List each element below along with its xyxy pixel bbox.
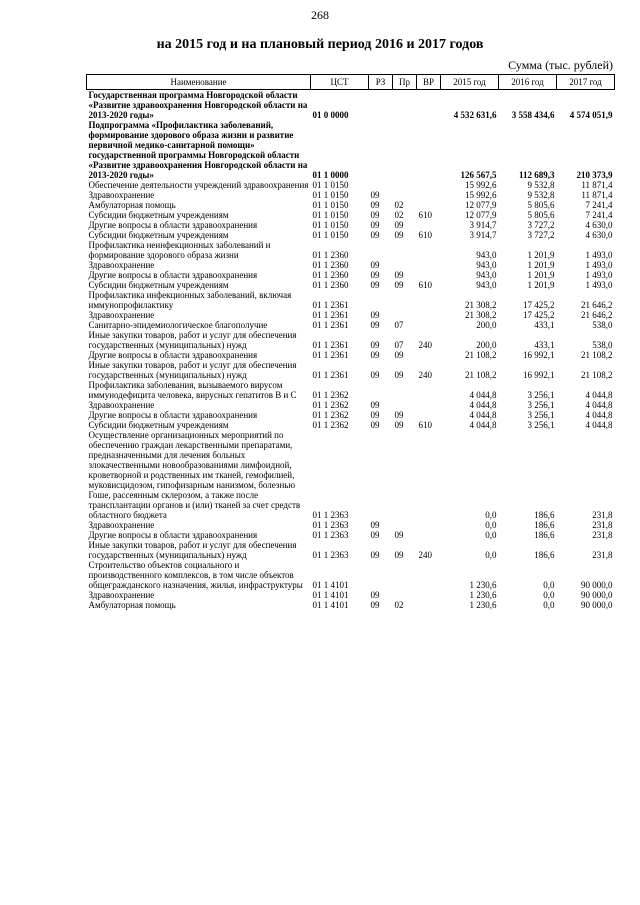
cell-value-2017: 210 373,9 — [576, 170, 613, 180]
cell-cst: 01 1 2361 — [312, 300, 349, 310]
cell-cst: 01 1 2363 — [312, 530, 349, 540]
cell-vr: 610 — [418, 210, 432, 220]
header-2015: 2015 год — [441, 75, 499, 90]
cell-vr: 240 — [418, 550, 432, 560]
cell-value-2015: 943,0 — [476, 270, 497, 280]
cell-value-2015: 3 914,7 — [469, 220, 497, 230]
cell-value-2015: 1 230,6 — [469, 590, 497, 600]
cell-cst: 01 1 2363 — [312, 520, 349, 530]
cell-value-2016: 1 201,9 — [527, 260, 555, 270]
cell-value-2015: 4 044,8 — [469, 420, 497, 430]
cell-name: Иные закупки товаров, работ и услуг для обеспечения государственных (муниципальных) нужд — [88, 360, 297, 380]
cell-rz: 09 — [370, 590, 380, 600]
cell-value-2016: 433,1 — [534, 340, 555, 350]
table-row — [87, 120, 615, 180]
cell-value-2017: 4 630,0 — [585, 220, 613, 230]
cell-rz: 09 — [370, 400, 380, 410]
cell-value-2015: 126 567,5 — [460, 170, 497, 180]
cell-pr: 09 — [394, 280, 404, 290]
table-row — [87, 320, 615, 330]
cell-cst: 01 0 0000 — [312, 110, 349, 120]
cell-value-2015: 1 230,6 — [469, 580, 497, 590]
cell-vr — [417, 290, 441, 310]
header-rz: РЗ — [369, 75, 393, 90]
table-row — [87, 350, 615, 360]
cell-rz: 09 — [370, 220, 380, 230]
cell-value-2017: 21 646,2 — [581, 310, 613, 320]
table-row — [87, 540, 615, 560]
cell-rz: 09 — [370, 310, 380, 320]
cell-vr — [417, 430, 441, 520]
cell-value-2016: 9 532,8 — [527, 190, 555, 200]
cell-cst: 01 1 0000 — [312, 170, 349, 180]
cell-vr — [417, 200, 441, 210]
cell-value-2017: 21 108,2 — [581, 350, 613, 360]
cell-cst: 01 1 0150 — [312, 180, 349, 190]
cell-vr: 610 — [418, 420, 432, 430]
cell-value-2016: 0,0 — [543, 580, 555, 590]
cell-value-2017: 90 000,0 — [581, 590, 613, 600]
cell-value-2016: 1 201,9 — [527, 250, 555, 260]
cell-pr: 07 — [394, 320, 404, 330]
cell-pr — [393, 180, 417, 190]
cell-value-2017: 7 241,4 — [585, 210, 613, 220]
cell-cst: 01 1 0150 — [312, 210, 349, 220]
cell-vr — [417, 190, 441, 200]
cell-rz: 09 — [370, 530, 380, 540]
cell-rz: 09 — [370, 370, 380, 380]
cell-pr — [393, 590, 417, 600]
table-row — [87, 210, 615, 220]
cell-name: Строительство объектов социального и производственного комплексов, в том числе объектов общегражданского назначения, жилья, инфраструктуры — [88, 560, 303, 590]
cell-vr: 610 — [418, 230, 432, 240]
cell-vr — [417, 180, 441, 190]
cell-name: Субсидии бюджетным учреждениям — [88, 280, 229, 290]
cell-cst: 01 1 4101 — [312, 580, 349, 590]
cell-rz: 09 — [370, 320, 380, 330]
cell-name: Другие вопросы в области здравоохранения — [88, 220, 258, 230]
cell-name: Субсидии бюджетным учреждениям — [88, 230, 229, 240]
cell-value-2015: 943,0 — [476, 280, 497, 290]
cell-value-2015: 200,0 — [476, 320, 497, 330]
cell-vr — [417, 590, 441, 600]
cell-rz — [369, 120, 393, 180]
page-number: 268 — [311, 8, 329, 22]
cell-rz: 09 — [370, 200, 380, 210]
cell-name: Санитарно-эпидемиологическое благополучие — [88, 320, 268, 330]
cell-value-2015: 21 108,2 — [465, 350, 497, 360]
table-row — [87, 290, 615, 310]
cell-value-2015: 943,0 — [476, 260, 497, 270]
cell-vr — [417, 410, 441, 420]
cell-cst: 01 1 2360 — [312, 250, 349, 260]
cell-value-2016: 3 256,1 — [527, 410, 555, 420]
cell-value-2015: 0,0 — [485, 510, 497, 520]
cell-cst: 01 1 4101 — [312, 590, 349, 600]
cell-name: Другие вопросы в области здравоохранения — [88, 270, 258, 280]
header-2017: 2017 год — [557, 75, 615, 90]
cell-value-2016: 5 805,6 — [527, 210, 555, 220]
cell-value-2016: 1 201,9 — [527, 280, 555, 290]
cell-name: Осуществление организационных мероприятий по обеспечению граждан лекарственными препаратами, предназначенными для лечения больных злокачественными новообразованиями лимфоидной, кроветворной и родственных им тканей, гемофилией, муковисцидозом, гипофизарным нанизмом, болезнью Гоше, рассеянным склерозом, а также после трансплантации органов и (или) тканей за счет средств областного бюджета — [88, 430, 301, 520]
table-row — [87, 410, 615, 420]
cell-value-2017: 90 000,0 — [581, 600, 613, 610]
table-body — [87, 90, 615, 611]
cell-value-2016: 3 256,1 — [527, 390, 555, 400]
cell-value-2016: 186,6 — [534, 520, 555, 530]
cell-vr — [417, 380, 441, 400]
cell-vr — [417, 90, 441, 121]
cell-pr: 09 — [394, 270, 404, 280]
cell-value-2016: 0,0 — [543, 590, 555, 600]
cell-value-2015: 15 992,6 — [465, 180, 497, 190]
cell-rz — [369, 560, 393, 590]
header-cst: ЦСТ — [311, 75, 369, 90]
cell-value-2015: 21 108,2 — [465, 370, 497, 380]
cell-name: Государственная программа Новгородской области «Развитие здравоохранения Новгородской области на 2013-2020 годы» — [88, 90, 308, 120]
table-row — [87, 420, 615, 430]
cell-name: Другие вопросы в области здравоохранения — [88, 530, 258, 540]
cell-value-2016: 186,6 — [534, 510, 555, 520]
cell-value-2016: 0,0 — [543, 600, 555, 610]
cell-rz: 09 — [370, 210, 380, 220]
table-row — [87, 530, 615, 540]
cell-rz: 09 — [370, 520, 380, 530]
cell-value-2016: 3 256,1 — [527, 400, 555, 410]
cell-cst: 01 1 4101 — [312, 600, 349, 610]
cell-value-2017: 231,8 — [592, 530, 613, 540]
header-pr: Пр — [393, 75, 417, 90]
cell-pr — [393, 90, 417, 121]
cell-cst: 01 1 0150 — [312, 190, 349, 200]
cell-pr — [393, 260, 417, 270]
table-row — [87, 260, 615, 270]
cell-cst: 01 1 2361 — [312, 350, 349, 360]
cell-value-2016: 17 425,2 — [523, 310, 555, 320]
cell-cst: 01 1 2363 — [312, 510, 349, 520]
cell-rz: 09 — [370, 280, 380, 290]
sum-units-label: Сумма (тыс. рублей) — [508, 58, 613, 72]
cell-value-2015: 0,0 — [485, 530, 497, 540]
cell-pr — [393, 520, 417, 530]
cell-cst: 01 1 0150 — [312, 200, 349, 210]
cell-value-2017: 4 574 051,9 — [569, 110, 613, 120]
cell-value-2017: 21 108,2 — [581, 370, 613, 380]
cell-value-2017: 11 871,4 — [581, 180, 613, 190]
cell-name: Амбулаторная помощь — [88, 200, 176, 210]
cell-name: Здравоохранение — [88, 260, 155, 270]
cell-value-2017: 21 646,2 — [581, 300, 613, 310]
cell-value-2015: 12 077,9 — [465, 200, 497, 210]
cell-value-2015: 943,0 — [476, 250, 497, 260]
table-row — [87, 310, 615, 320]
cell-pr — [393, 430, 417, 520]
cell-value-2016: 5 805,6 — [527, 200, 555, 210]
cell-vr — [417, 120, 441, 180]
cell-pr — [393, 380, 417, 400]
page-title: на 2015 год и на плановый период 2016 и 2017 годов — [156, 37, 484, 52]
cell-cst: 01 1 2362 — [312, 420, 349, 430]
cell-value-2017: 1 493,0 — [585, 260, 613, 270]
cell-value-2016: 16 992,1 — [523, 370, 555, 380]
table-row — [87, 430, 615, 520]
cell-cst: 01 1 2362 — [312, 410, 349, 420]
cell-cst: 01 1 2361 — [312, 320, 349, 330]
cell-value-2017: 90 000,0 — [581, 580, 613, 590]
cell-vr: 240 — [418, 340, 432, 350]
cell-value-2016: 186,6 — [534, 530, 555, 540]
cell-name: Обеспечение деятельности учреждений здравоохранения — [88, 180, 309, 190]
cell-rz — [369, 90, 393, 121]
cell-value-2015: 4 044,8 — [469, 390, 497, 400]
cell-value-2016: 3 558 434,6 — [511, 110, 555, 120]
header-vr: ВР — [417, 75, 441, 90]
cell-value-2016: 3 727,2 — [527, 230, 555, 240]
cell-vr — [417, 220, 441, 230]
cell-name: Субсидии бюджетным учреждениям — [88, 420, 229, 430]
table-row — [87, 590, 615, 600]
cell-cst: 01 1 2361 — [312, 370, 349, 380]
cell-name: Иные закупки товаров, работ и услуг для обеспечения государственных (муниципальных) нужд — [88, 540, 297, 560]
cell-name: Профилактика неинфекционных заболеваний и формирование здорового образа жизни — [88, 240, 271, 260]
cell-vr — [417, 520, 441, 530]
cell-pr: 09 — [394, 220, 404, 230]
cell-vr — [417, 240, 441, 260]
cell-pr: 09 — [394, 350, 404, 360]
cell-pr: 07 — [394, 340, 404, 350]
cell-pr: 09 — [394, 410, 404, 420]
cell-value-2016: 3 256,1 — [527, 420, 555, 430]
cell-cst: 01 1 2361 — [312, 310, 349, 320]
cell-value-2015: 0,0 — [485, 520, 497, 530]
cell-value-2017: 1 493,0 — [585, 280, 613, 290]
cell-vr — [417, 310, 441, 320]
cell-pr — [393, 400, 417, 410]
table-row — [87, 600, 615, 610]
table-row — [87, 380, 615, 400]
budget-table — [86, 74, 615, 610]
cell-rz: 09 — [370, 230, 380, 240]
cell-value-2017: 1 493,0 — [585, 270, 613, 280]
cell-pr: 09 — [394, 550, 404, 560]
cell-vr: 610 — [418, 280, 432, 290]
cell-vr — [417, 270, 441, 280]
cell-value-2016: 17 425,2 — [523, 300, 555, 310]
cell-cst: 01 1 0150 — [312, 220, 349, 230]
header-2016: 2016 год — [499, 75, 557, 90]
cell-value-2017: 4 044,8 — [585, 390, 613, 400]
cell-name: Здравоохранение — [88, 190, 155, 200]
cell-value-2017: 231,8 — [592, 520, 613, 530]
cell-value-2017: 7 241,4 — [585, 200, 613, 210]
cell-pr — [393, 120, 417, 180]
cell-rz: 09 — [370, 420, 380, 430]
table-row — [87, 240, 615, 260]
table-row — [87, 230, 615, 240]
cell-name: Субсидии бюджетным учреждениям — [88, 210, 229, 220]
cell-name: Профилактика заболевания, вызываемого вирусом иммунодефицита человека, вирусных гепатитов В и С — [88, 380, 297, 400]
cell-pr: 09 — [394, 420, 404, 430]
table-row — [87, 90, 615, 121]
cell-pr: 02 — [394, 600, 404, 610]
cell-cst: 01 1 2362 — [312, 400, 349, 410]
cell-pr — [393, 290, 417, 310]
cell-vr — [417, 320, 441, 330]
cell-rz — [369, 180, 393, 190]
cell-name: Амбулаторная помощь — [88, 600, 176, 610]
cell-rz: 09 — [370, 190, 380, 200]
cell-value-2016: 186,6 — [534, 550, 555, 560]
cell-rz — [369, 430, 393, 520]
table-row — [87, 190, 615, 200]
cell-value-2015: 21 308,2 — [465, 310, 497, 320]
cell-rz — [369, 240, 393, 260]
table-row — [87, 270, 615, 280]
cell-value-2015: 4 532 631,6 — [453, 110, 497, 120]
cell-name: Здравоохранение — [88, 400, 155, 410]
cell-cst: 01 1 0150 — [312, 230, 349, 240]
cell-value-2015: 1 230,6 — [469, 600, 497, 610]
cell-value-2017: 4 044,8 — [585, 400, 613, 410]
table-row — [87, 520, 615, 530]
cell-cst: 01 1 2361 — [312, 340, 349, 350]
cell-name: Другие вопросы в области здравоохранения — [88, 350, 258, 360]
table-row — [87, 360, 615, 380]
cell-vr — [417, 350, 441, 360]
cell-value-2017: 231,8 — [592, 510, 613, 520]
cell-vr — [417, 530, 441, 540]
cell-name: Подпрограмма «Профилактика заболеваний, формирование здорового образа жизни и развитие первичной медико-санитарной помощи» государственной программы Новгородской области «Развитие здравоохранения Новгородской области на 2013-2020 годы» — [88, 120, 308, 180]
cell-cst: 01 1 2360 — [312, 260, 349, 270]
cell-name: Здравоохранение — [88, 520, 155, 530]
cell-pr: 02 — [394, 200, 404, 210]
table-row — [87, 330, 615, 350]
cell-pr: 02 — [394, 210, 404, 220]
cell-value-2016: 3 727,2 — [527, 220, 555, 230]
cell-value-2015: 3 914,7 — [469, 230, 497, 240]
cell-rz: 09 — [370, 260, 380, 270]
cell-name: Профилактика инфекционных заболеваний, включая иммунопрофилактику — [88, 290, 292, 310]
cell-value-2017: 4 630,0 — [585, 230, 613, 240]
cell-vr — [417, 400, 441, 410]
cell-pr — [393, 560, 417, 590]
cell-value-2015: 4 044,8 — [469, 400, 497, 410]
table-row — [87, 400, 615, 410]
cell-value-2016: 112 689,3 — [518, 170, 555, 180]
cell-name: Здравоохранение — [88, 590, 155, 600]
cell-cst: 01 1 2360 — [312, 280, 349, 290]
cell-rz — [369, 290, 393, 310]
cell-cst: 01 1 2360 — [312, 270, 349, 280]
cell-name: Иные закупки товаров, работ и услуг для обеспечения государственных (муниципальных) нужд — [88, 330, 297, 350]
cell-vr — [417, 560, 441, 590]
cell-value-2017: 11 871,4 — [581, 190, 613, 200]
cell-cst: 01 1 2363 — [312, 550, 349, 560]
cell-vr: 240 — [418, 370, 432, 380]
cell-rz: 09 — [370, 410, 380, 420]
cell-value-2017: 538,0 — [592, 340, 613, 350]
cell-value-2017: 1 493,0 — [585, 250, 613, 260]
cell-value-2016: 9 532,8 — [527, 180, 555, 190]
table-header-row — [87, 75, 615, 90]
cell-value-2015: 4 044,8 — [469, 410, 497, 420]
table-row — [87, 200, 615, 210]
cell-pr: 09 — [394, 530, 404, 540]
cell-value-2015: 15 992,6 — [465, 190, 497, 200]
cell-value-2015: 12 077,9 — [465, 210, 497, 220]
cell-value-2015: 21 308,2 — [465, 300, 497, 310]
cell-pr: 09 — [394, 230, 404, 240]
table-row — [87, 280, 615, 290]
cell-rz: 09 — [370, 270, 380, 280]
cell-value-2016: 16 992,1 — [523, 350, 555, 360]
cell-vr — [417, 260, 441, 270]
cell-pr — [393, 190, 417, 200]
cell-pr — [393, 240, 417, 260]
table-row — [87, 220, 615, 230]
cell-value-2016: 1 201,9 — [527, 270, 555, 280]
cell-rz: 09 — [370, 340, 380, 350]
cell-rz: 09 — [370, 550, 380, 560]
table-row — [87, 560, 615, 590]
cell-value-2017: 231,8 — [592, 550, 613, 560]
cell-rz — [369, 380, 393, 400]
cell-value-2017: 4 044,8 — [585, 410, 613, 420]
cell-rz: 09 — [370, 350, 380, 360]
cell-name: Здравоохранение — [88, 310, 155, 320]
cell-value-2017: 4 044,8 — [585, 420, 613, 430]
cell-rz: 09 — [370, 600, 380, 610]
cell-value-2016: 433,1 — [534, 320, 555, 330]
cell-value-2015: 200,0 — [476, 340, 497, 350]
cell-value-2015: 0,0 — [485, 550, 497, 560]
header-name: Наименование — [87, 75, 311, 90]
cell-value-2017: 538,0 — [592, 320, 613, 330]
cell-name: Другие вопросы в области здравоохранения — [88, 410, 258, 420]
cell-vr — [417, 600, 441, 610]
cell-pr: 09 — [394, 370, 404, 380]
cell-cst: 01 1 2362 — [312, 390, 349, 400]
table-row — [87, 180, 615, 190]
cell-pr — [393, 310, 417, 320]
